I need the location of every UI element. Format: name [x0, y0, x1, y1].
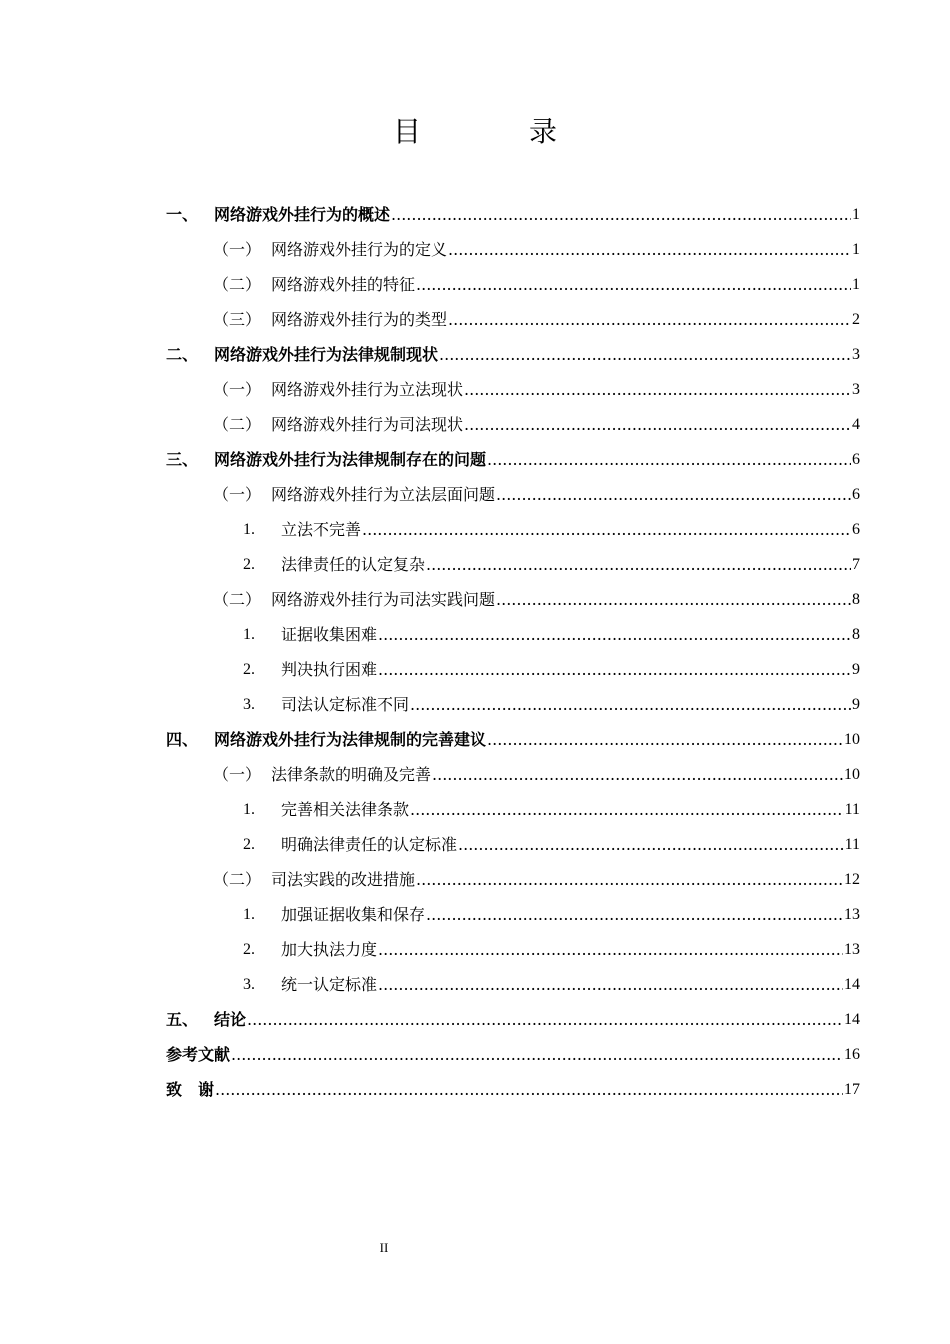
toc-entry-page: 6 [852, 451, 860, 468]
toc-dot-leader [391, 205, 851, 225]
toc-dot-leader [487, 730, 843, 750]
toc-entry[interactable] [213, 365, 860, 400]
toc-entry[interactable] [166, 435, 860, 470]
toc-entry-number: 四、 [166, 730, 199, 749]
toc-entry-page: 9 [852, 661, 860, 678]
page-title: 目 录 [392, 115, 597, 148]
toc-entry-number: （二） [213, 415, 262, 434]
toc-entry-title: 加大执法力度 [281, 940, 378, 959]
toc-entry-title: 致 谢 [166, 1080, 215, 1099]
toc-entry-page: 17 [844, 1081, 860, 1098]
toc-dot-leader [410, 695, 851, 715]
toc-entry-title: 参考文献 [166, 1045, 231, 1064]
toc-entry-page: 6 [852, 486, 860, 503]
toc-dot-leader [439, 345, 851, 365]
toc-entry[interactable] [243, 785, 860, 820]
toc-entry-title: 完善相关法律条款 [281, 800, 410, 819]
toc-entry-page: 10 [844, 766, 860, 783]
toc-entry-page: 16 [844, 1046, 860, 1063]
toc-entry-title: 网络游戏外挂行为法律规制的完善建议 [214, 730, 487, 749]
toc-entry-title: 司法认定标准不同 [281, 695, 410, 714]
toc-entry-page: 11 [844, 836, 860, 853]
toc-entry-title: 网络游戏外挂行为立法层面问题 [271, 485, 496, 504]
toc-entry-number: 2. [243, 941, 255, 958]
toc-entry-title: 证据收集困难 [281, 625, 378, 644]
toc-dot-leader [378, 940, 843, 960]
toc-dot-leader [231, 1045, 843, 1065]
toc-entry-title: 网络游戏外挂行为立法现状 [271, 380, 464, 399]
toc-entry[interactable] [213, 225, 860, 260]
toc-dot-leader [416, 275, 851, 295]
toc-entry-number: （二） [213, 275, 262, 294]
toc-entry-number: 3. [243, 976, 255, 993]
toc-entry[interactable] [213, 470, 860, 505]
toc-entry-page: 8 [852, 626, 860, 643]
toc-entry[interactable] [213, 575, 860, 610]
toc-entry-number: 三、 [166, 450, 199, 469]
toc-entry-number: 1. [243, 521, 255, 538]
toc-entry-title: 统一认定标准 [281, 975, 378, 994]
toc-dot-leader [426, 905, 843, 925]
toc-dot-leader [487, 450, 851, 470]
toc-entry[interactable] [243, 645, 860, 680]
toc-entry-page: 14 [844, 976, 860, 993]
toc-dot-leader [362, 520, 851, 540]
toc-entry[interactable] [243, 960, 860, 995]
toc-dot-leader [448, 310, 851, 330]
toc-entry-title: 结论 [214, 1010, 247, 1029]
toc-entry[interactable] [243, 505, 860, 540]
toc-entry-number: （二） [213, 870, 262, 889]
toc-entry[interactable] [166, 1065, 860, 1100]
toc-entry-number: 2. [243, 556, 255, 573]
toc-entry[interactable] [166, 995, 860, 1030]
toc-dot-leader [464, 380, 851, 400]
toc-entry[interactable] [213, 400, 860, 435]
toc-entry-number: （一） [213, 380, 262, 399]
toc-dot-leader [496, 485, 851, 505]
toc-entry-number: 3. [243, 696, 255, 713]
toc-dot-leader [247, 1010, 843, 1030]
toc-entry-page: 9 [852, 696, 860, 713]
toc-entry-title: 网络游戏外挂行为司法现状 [271, 415, 464, 434]
toc-entry-number: （三） [213, 310, 262, 329]
toc-entry-title: 网络游戏外挂行为司法实践问题 [271, 590, 496, 609]
toc-entry-number: （一） [213, 240, 262, 259]
toc-dot-leader [458, 835, 844, 855]
toc-entry-page: 1 [852, 206, 860, 223]
toc-entry-title: 网络游戏外挂行为的定义 [271, 240, 448, 259]
toc-dot-leader [378, 625, 851, 645]
toc-entry-page: 3 [852, 346, 860, 363]
toc-entry[interactable] [213, 855, 860, 890]
toc-entry[interactable] [166, 190, 860, 225]
toc-entry-title: 司法实践的改进措施 [271, 870, 416, 889]
toc-entry-page: 4 [852, 416, 860, 433]
toc-dot-leader [378, 975, 843, 995]
toc-entry-page: 10 [844, 731, 860, 748]
toc-entry-page: 1 [852, 276, 860, 293]
toc-dot-leader [416, 870, 843, 890]
toc-entry-number: 一、 [166, 205, 199, 224]
toc-entry[interactable] [243, 925, 860, 960]
toc-entry-page: 13 [844, 906, 860, 923]
toc-entry[interactable] [166, 330, 860, 365]
toc-entry-page: 8 [852, 591, 860, 608]
toc-entry[interactable] [213, 750, 860, 785]
toc-entry-page: 12 [844, 871, 860, 888]
toc-entry-title: 判决执行困难 [281, 660, 378, 679]
toc-dot-leader [215, 1080, 843, 1100]
toc-dot-leader [378, 660, 851, 680]
toc-entry-page: 2 [852, 311, 860, 328]
toc-entry-page: 11 [844, 801, 860, 818]
toc-entry-title: 网络游戏外挂行为的类型 [271, 310, 448, 329]
toc-entry-title: 法律责任的认定复杂 [281, 555, 426, 574]
toc-entry-page: 1 [852, 241, 860, 258]
toc-entry-title: 网络游戏外挂行为法律规制现状 [214, 345, 439, 364]
toc-entry-title: 网络游戏外挂的特征 [271, 275, 416, 294]
toc-entry-title: 网络游戏外挂行为法律规制存在的问题 [214, 450, 487, 469]
toc-dot-leader [496, 590, 851, 610]
toc-entry[interactable] [243, 820, 860, 855]
toc-entry-page: 14 [844, 1011, 860, 1028]
toc-entry[interactable] [213, 260, 860, 295]
toc-entry[interactable] [243, 890, 860, 925]
toc-entry-title: 立法不完善 [281, 520, 362, 539]
toc-entry[interactable] [166, 715, 860, 750]
toc-entry-number: 1. [243, 626, 255, 643]
toc-entry-page: 3 [852, 381, 860, 398]
toc-entry[interactable] [213, 295, 860, 330]
footer-page-number: II [379, 1240, 389, 1255]
toc-entry-title: 加强证据收集和保存 [281, 905, 426, 924]
toc-entry[interactable] [166, 1030, 860, 1065]
toc-dot-leader [448, 240, 851, 260]
toc-entry-title: 网络游戏外挂行为的概述 [214, 205, 391, 224]
toc-entry-title: 明确法律责任的认定标准 [281, 835, 458, 854]
toc-entry-page: 13 [844, 941, 860, 958]
toc-entry-number: 二、 [166, 345, 199, 364]
toc-entry-title: 法律条款的明确及完善 [271, 765, 432, 784]
toc-entry-number: 1. [243, 801, 255, 818]
toc-dot-leader [426, 555, 851, 575]
toc-entry[interactable] [243, 610, 860, 645]
toc-entry-number: （二） [213, 590, 262, 609]
toc-entry[interactable] [243, 680, 860, 715]
toc-entry-page: 6 [852, 521, 860, 538]
toc-dot-leader [464, 415, 851, 435]
toc-entry-number: 2. [243, 661, 255, 678]
toc-entry[interactable] [243, 540, 860, 575]
toc-entry-page: 7 [852, 556, 860, 573]
toc-dot-leader [432, 765, 843, 785]
toc-entry-number: 五、 [166, 1010, 199, 1029]
toc-entry-number: （一） [213, 485, 262, 504]
toc-entry-number: 2. [243, 836, 255, 853]
toc-entry-number: 1. [243, 906, 255, 923]
toc-dot-leader [410, 800, 844, 820]
toc-entry-number: （一） [213, 765, 262, 784]
